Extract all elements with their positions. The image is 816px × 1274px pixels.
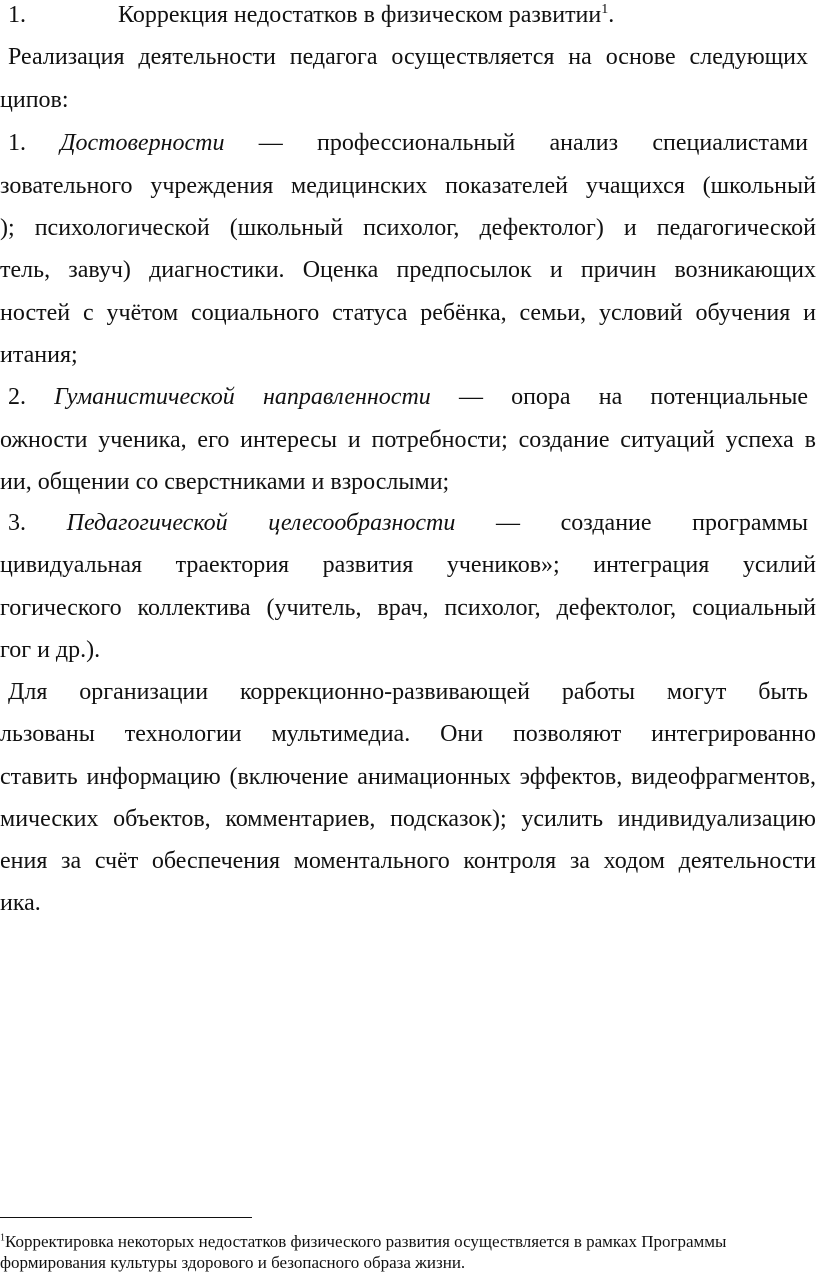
heading-text: Коррекция недостатков в физическом развитии <box>118 2 602 28</box>
item-3-line-2: цивидуальная траектория развития учеников»; интеграция усилий <box>0 552 816 578</box>
item-1-term: Достоверности <box>60 130 225 156</box>
section-heading <box>0 0 816 30</box>
item-1-line-2: зовательного учреждения медицинских показателей учащихся (школьный <box>0 173 816 199</box>
item-1-line-4: тель, завуч) диагностики. Оценка предпосылок и причин возникающих <box>0 257 816 283</box>
item-1-line-3: ); психологической (школьный психолог, дефектолог) и педагогической <box>0 215 816 241</box>
intro-line-1: Реализация деятельности педагога осуществляется на основе следующих <box>8 44 808 70</box>
item-1-line-5: ностей с учётом социального статуса ребёнка, семьи, условий обучения и <box>0 300 816 326</box>
item-3-line-1 <box>0 508 808 538</box>
item-2-line-1 <box>0 382 808 412</box>
item-1-line-1 <box>0 128 808 158</box>
para-2-line-5: ения за счёт обеспечения моментального контроля за ходом деятельности <box>0 848 816 874</box>
item-2-term: Гуманистической направленности <box>54 384 431 410</box>
item-2-line-3: ии, общении со сверстниками и взрослыми; <box>0 469 450 495</box>
heading-number: 1. <box>8 2 26 28</box>
item-3-term: Педагогической целесообразности <box>66 510 456 536</box>
para-2-line-6: ика. <box>0 890 41 916</box>
footnote-marker: 1 <box>0 1232 5 1244</box>
footnote-line-1 <box>0 1231 816 1253</box>
item-2-description: — опора на потенциальные <box>458 384 808 410</box>
heading-tail: . <box>608 2 615 28</box>
footnote-text-1: Корректировка некоторых недостатков физического развития осуществляется в рамках Программы <box>5 1232 727 1251</box>
para-2-line-1: Для организации коррекционно-развивающей работы могут быть <box>8 679 808 705</box>
item-1-description: — профессиональный анализ специалистами <box>258 130 808 156</box>
item-2-number: 2. <box>8 384 26 410</box>
item-3-description: — создание программы <box>496 510 808 536</box>
intro-line-2: ципов: <box>0 87 69 113</box>
item-3-line-3: гогического коллектива (учитель, врач, психолог, дефектолог, социальный <box>0 595 816 621</box>
item-3-line-4: гог и др.). <box>0 637 101 663</box>
footnote-line-2: формирования культуры здорового и безопасного образа жизни. <box>0 1253 466 1272</box>
heading-footnote-ref: 1 <box>601 2 609 17</box>
footnote-separator <box>0 1217 252 1218</box>
item-2-line-2: ожности ученика, его интересы и потребности; создание ситуаций успеха в <box>0 427 816 453</box>
item-1-number: 1. <box>8 130 26 156</box>
para-2-line-3: ставить информацию (включение анимационных эффектов, видеофрагментов, <box>0 764 816 790</box>
para-2-line-2: льзованы технологии мультимедиа. Они позволяют интегрированно <box>0 721 816 747</box>
item-3-number: 3. <box>8 510 26 536</box>
para-2-line-4: мических объектов, комментариев, подсказок); усилить индивидуализацию <box>0 806 816 832</box>
item-1-line-6: итания; <box>0 342 78 368</box>
